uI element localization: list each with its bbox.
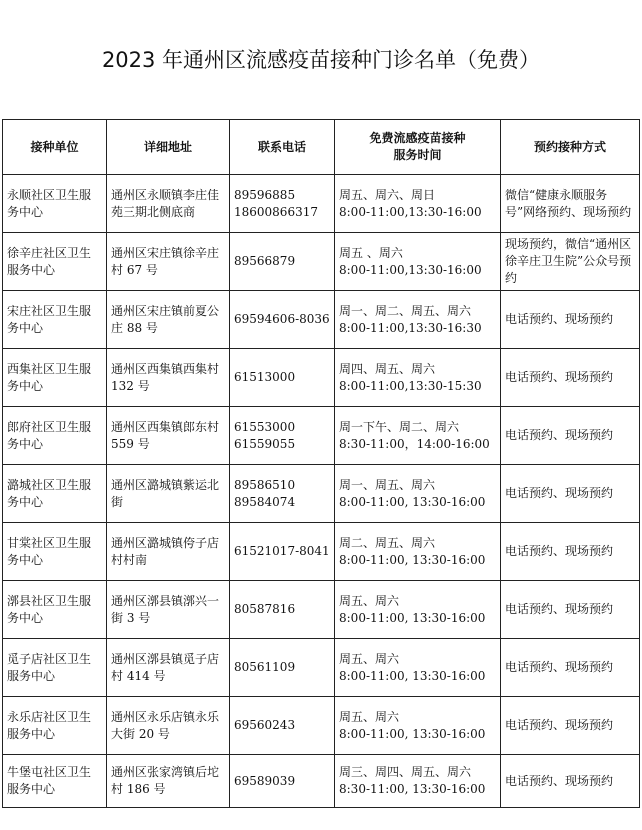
cell-address: 通州区漷县镇漷兴一街 3 号 bbox=[107, 581, 230, 639]
cell-address: 通州区永乐店镇永乐大街 20 号 bbox=[107, 697, 230, 755]
cell-address: 通州区潞城镇紫运北街 bbox=[107, 465, 230, 523]
cell-booking-method: 微信“健康永顺服务号”网络预约、现场预约 bbox=[501, 175, 640, 233]
header-unit: 接种单位 bbox=[3, 120, 107, 175]
cell-service-time: 周五、周六 8:00-11:00, 13:30-16:00 bbox=[335, 581, 501, 639]
cell-booking-method: 电话预约、现场预约 bbox=[501, 523, 640, 581]
cell-phone: 61513000 bbox=[230, 349, 335, 407]
header-service-time: 免费流感疫苗接种 服务时间 bbox=[335, 120, 501, 175]
cell-unit: 宋庄社区卫生服务中心 bbox=[3, 291, 107, 349]
cell-address: 通州区漷县镇觅子店村 414 号 bbox=[107, 639, 230, 697]
page-title: 2023 年通州区流感疫苗接种门诊名单（免费） bbox=[101, 48, 541, 72]
cell-phone: 89596885 18600866317 bbox=[230, 175, 335, 233]
cell-unit: 牛堡屯社区卫生服务中心 bbox=[3, 755, 107, 808]
header-phone: 联系电话 bbox=[230, 120, 335, 175]
cell-booking-method: 电话预约、现场预约 bbox=[501, 755, 640, 808]
cell-service-time: 周一下午、周二、周六 8:30-11:00，14:00-16:00 bbox=[335, 407, 501, 465]
cell-unit: 甘棠社区卫生服务中心 bbox=[3, 523, 107, 581]
cell-booking-method: 电话预约、现场预约 bbox=[501, 291, 640, 349]
table-row bbox=[3, 755, 640, 808]
cell-phone: 80587816 bbox=[230, 581, 335, 639]
cell-service-time: 周五、周六、周日 8:00-11:00,13:30-16:00 bbox=[335, 175, 501, 233]
table-row bbox=[3, 175, 640, 233]
cell-service-time: 周五、周六 8:00-11:00, 13:30-16:00 bbox=[335, 697, 501, 755]
cell-service-time: 周五、周六 8:00-11:00, 13:30-16:00 bbox=[335, 639, 501, 697]
cell-address: 通州区潞城镇侉子店村村南 bbox=[107, 523, 230, 581]
cell-address: 通州区永顺镇李庄佳苑三期北侧底商 bbox=[107, 175, 230, 233]
cell-booking-method: 电话预约、现场预约 bbox=[501, 639, 640, 697]
table-row bbox=[3, 465, 640, 523]
cell-address: 通州区西集镇西集村 132 号 bbox=[107, 349, 230, 407]
cell-unit: 永乐店社区卫生服务中心 bbox=[3, 697, 107, 755]
cell-booking-method: 电话预约、现场预约 bbox=[501, 465, 640, 523]
header-address: 详细地址 bbox=[107, 120, 230, 175]
table-row bbox=[3, 407, 640, 465]
cell-unit: 徐辛庄社区卫生服务中心 bbox=[3, 233, 107, 291]
cell-booking-method: 电话预约、现场预约 bbox=[501, 697, 640, 755]
cell-phone: 61521017-8041 bbox=[230, 523, 335, 581]
clinic-table bbox=[2, 119, 640, 808]
cell-unit: 漷县社区卫生服务中心 bbox=[3, 581, 107, 639]
cell-phone: 61553000 61559055 bbox=[230, 407, 335, 465]
cell-unit: 郎府社区卫生服务中心 bbox=[3, 407, 107, 465]
cell-unit: 潞城社区卫生服务中心 bbox=[3, 465, 107, 523]
cell-unit: 永顺社区卫生服务中心 bbox=[3, 175, 107, 233]
cell-address: 通州区宋庄镇徐辛庄村 67 号 bbox=[107, 233, 230, 291]
header-booking-method: 预约接种方式 bbox=[501, 120, 640, 175]
cell-unit: 西集社区卫生服务中心 bbox=[3, 349, 107, 407]
cell-service-time: 周一、周五、周六 8:00-11:00, 13:30-16:00 bbox=[335, 465, 501, 523]
table-row bbox=[3, 523, 640, 581]
cell-phone: 89566879 bbox=[230, 233, 335, 291]
table-row bbox=[3, 349, 640, 407]
cell-address: 通州区西集镇郎东村 559 号 bbox=[107, 407, 230, 465]
cell-service-time: 周四、周五、周六 8:00-11:00,13:30-15:30 bbox=[335, 349, 501, 407]
cell-service-time: 周三、周四、周五、周六 8:30-11:00, 13:30-16:00 bbox=[335, 755, 501, 808]
cell-booking-method: 现场预约，微信“通州区徐辛庄卫生院”公众号预约 bbox=[501, 233, 640, 291]
cell-phone: 69594606-8036 bbox=[230, 291, 335, 349]
cell-booking-method: 电话预约、现场预约 bbox=[501, 349, 640, 407]
table-row bbox=[3, 639, 640, 697]
cell-phone: 89586510 89584074 bbox=[230, 465, 335, 523]
table-row bbox=[3, 233, 640, 291]
cell-service-time: 周二、周五、周六 8:00-11:00, 13:30-16:00 bbox=[335, 523, 501, 581]
cell-phone: 69589039 bbox=[230, 755, 335, 808]
cell-unit: 觅子店社区卫生服务中心 bbox=[3, 639, 107, 697]
table-row bbox=[3, 697, 640, 755]
cell-booking-method: 电话预约、现场预约 bbox=[501, 581, 640, 639]
cell-service-time: 周五 、周六 8:00-11:00,13:30-16:00 bbox=[335, 233, 501, 291]
cell-phone: 80561109 bbox=[230, 639, 335, 697]
cell-service-time: 周一、周二、周五、周六 8:00-11:00,13:30-16:30 bbox=[335, 291, 501, 349]
cell-address: 通州区宋庄镇前夏公庄 88 号 bbox=[107, 291, 230, 349]
table-header-row bbox=[3, 120, 640, 175]
cell-address: 通州区张家湾镇后坨村 186 号 bbox=[107, 755, 230, 808]
cell-phone: 69560243 bbox=[230, 697, 335, 755]
table-row bbox=[3, 581, 640, 639]
cell-booking-method: 电话预约、现场预约 bbox=[501, 407, 640, 465]
table-row bbox=[3, 291, 640, 349]
